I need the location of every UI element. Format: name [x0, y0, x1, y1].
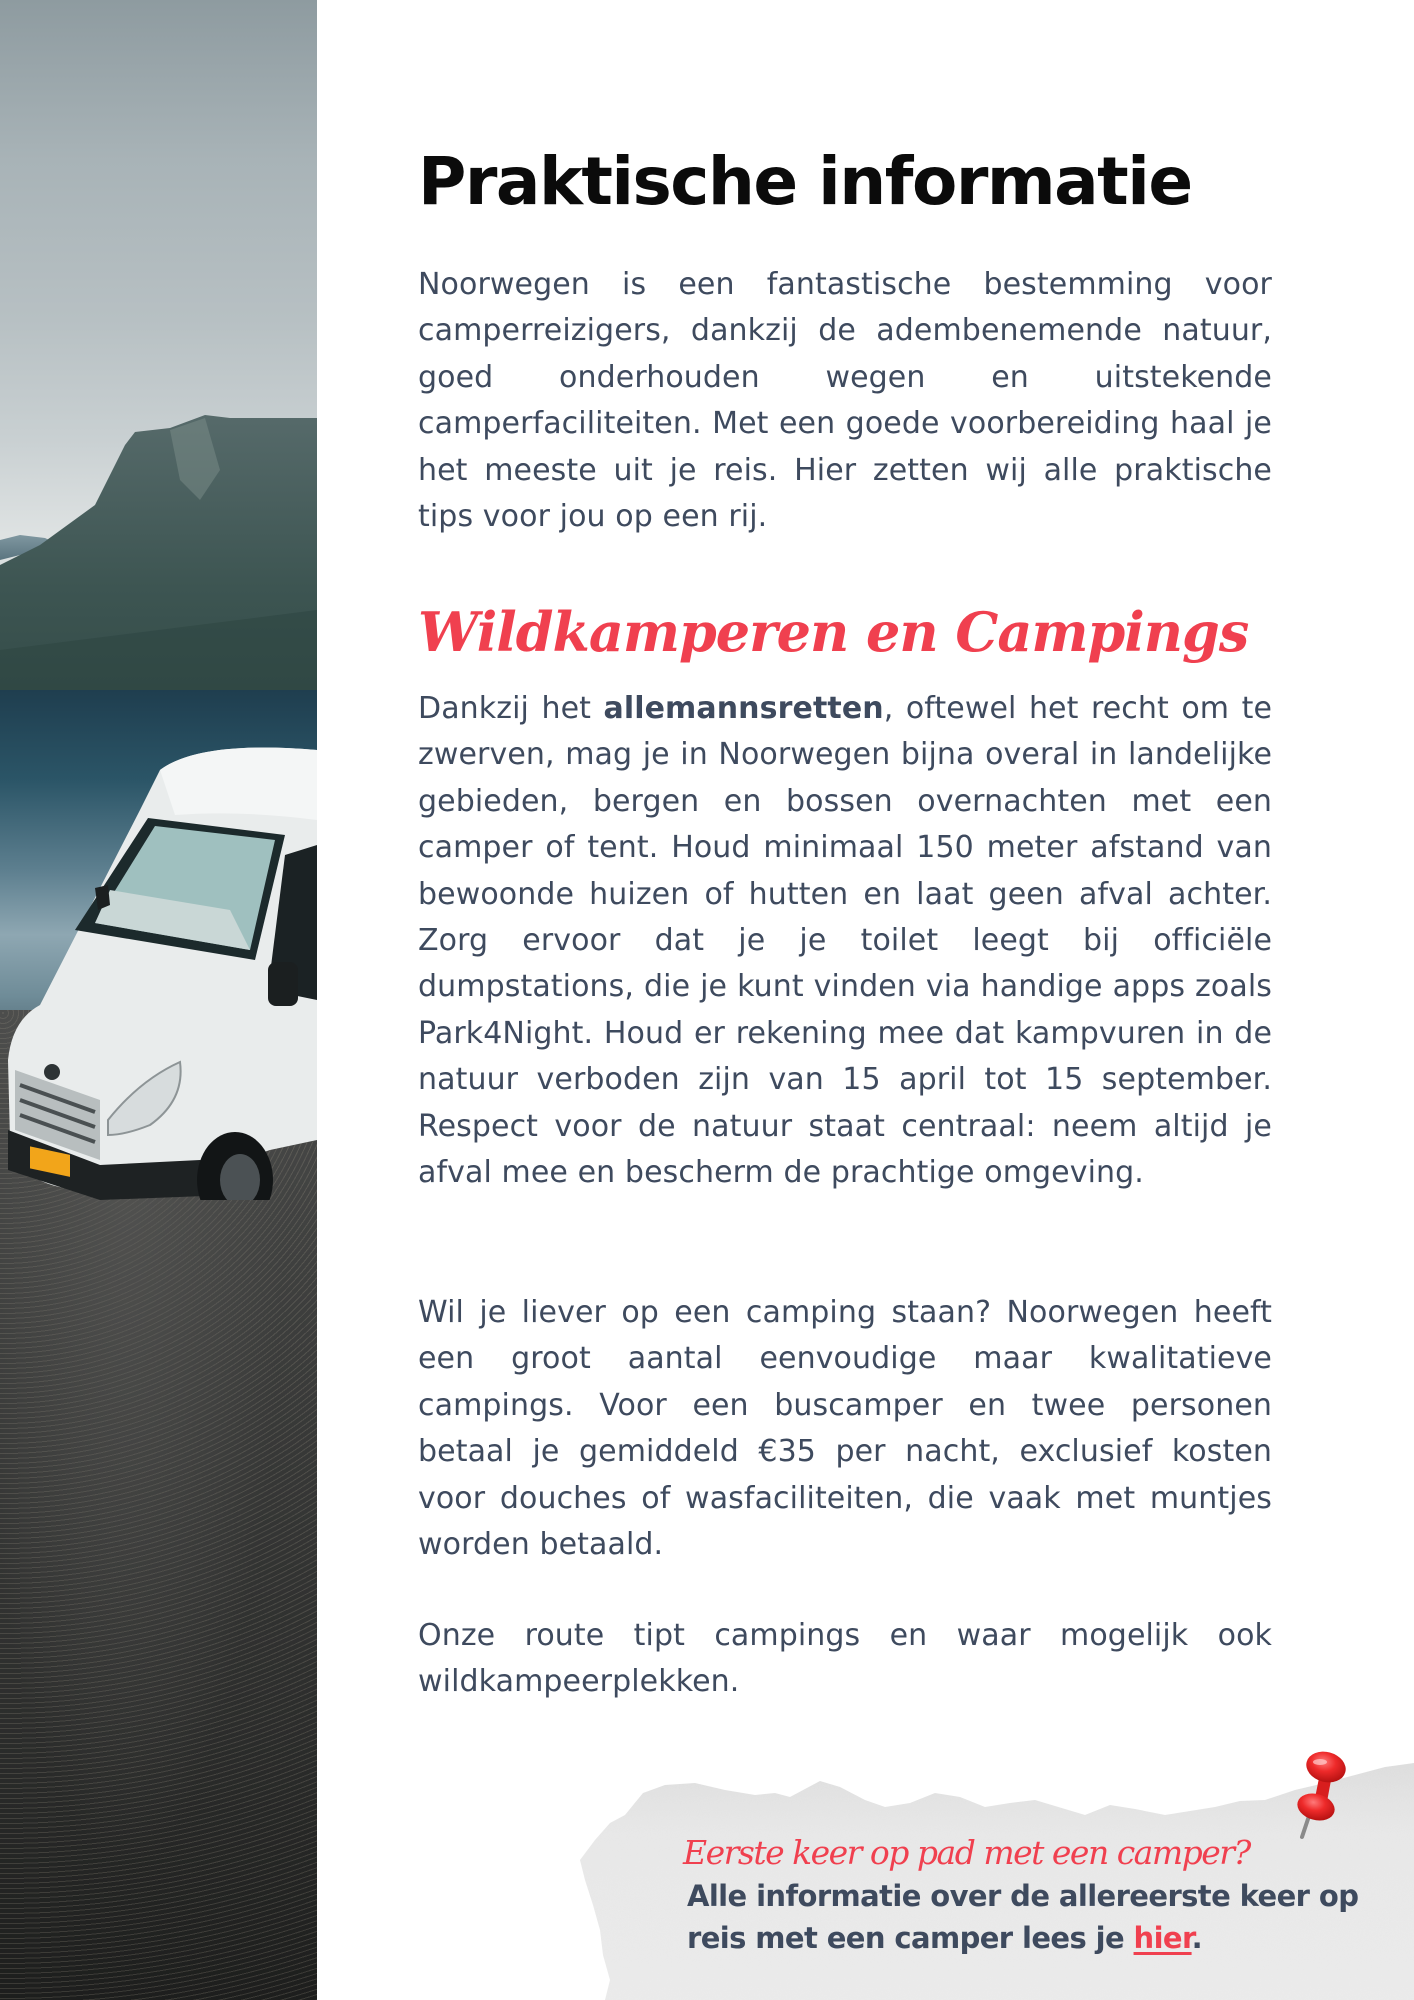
camper-van-illustration [0, 740, 317, 1200]
hero-photo-camper-fjord [0, 0, 317, 2000]
note-body-end: . [1191, 1921, 1202, 1955]
intro-paragraph: Noorwegen is een fantastische bestemming voor camperreizigers, dankzij de adembenemende natuur, goed onderhouden wegen en uitstekende camperfaciliteiten. Met een goede voorbereiding haal je het meeste uit je reis. Hier zetten wij alle praktische tips voor jou op een rij. [418, 267, 1272, 535]
mountain-illustration [0, 0, 317, 760]
page-title: Praktische informatie [418, 143, 1192, 220]
paragraph-campings: Wil je liever op een camping staan? Noorwegen heeft een groot aantal eenvoudige maar kwalitatieve campings. Voor een buscamper en twee personen betaal je gemiddeld €35 per nacht, exclusief kosten voor douches of wasfaciliteiten, die vaak met muntjes worden betaald. [418, 1295, 1272, 1563]
hier-link[interactable]: hier [1133, 1921, 1192, 1955]
paragraph-route-tip: Onze route tipt campings en waar mogelijk ook wildkampeerplekken. [418, 1618, 1272, 1700]
paragraph-text: , oftewel het recht om te zwerven, mag je in Noorwegen bijna overal in landelijke gebieden, bergen en bossen overnachten met een camper of tent. Houd minimaal 150 meter afstand van bewoonde huizen of hutten en laat geen afval achter. Zorg ervoor dat je je toilet leegt bij officiële dumpstations, die je kunt vinden via handige apps zoals Park4Night. Houd er rekening mee dat kampvuren in de natuur verboden zijn van 15 april tot 15 september. Respect voor de natuur staat centraal: neem altijd je afval mee en bescherm de prachtige omgeving. [418, 691, 1272, 1191]
bold-term-allemannsretten: allemannsretten [603, 691, 884, 726]
note-body-text [687, 1875, 1377, 1959]
paragraph-text: Dankzij het [418, 691, 604, 726]
tip-note-card [565, 1745, 1414, 2000]
section-heading-wildkamperen: Wildkamperen en Campings [418, 600, 1249, 664]
paragraph-allemannsretten [418, 686, 1272, 1196]
note-script-title: Eerste keer op pad met een camper? [683, 1833, 1250, 1872]
pushpin-icon [1280, 1745, 1370, 1845]
note-body-prefix: Alle informatie over de allereerste keer op reis met een camper lees je [687, 1879, 1359, 1955]
